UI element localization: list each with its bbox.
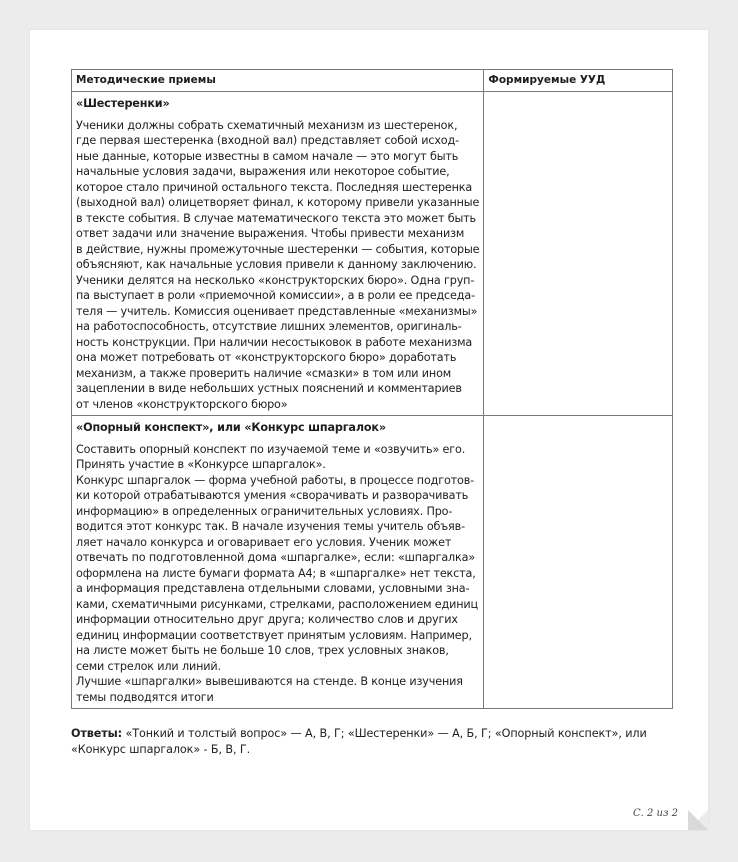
method-text-line: ответ задачи или значение выражения. Чтобы привести механизм <box>76 227 465 240</box>
method-text-line: в действие, нужны промежуточные шестеренки — события, которые <box>76 242 480 256</box>
method-text-line: зацеплении в виде небольших устных пояснений и комментариев <box>76 382 462 395</box>
method-text-line: а информация представлена отдельными словами, условными зна- <box>76 582 470 595</box>
answers-paragraph <box>71 726 675 758</box>
method-text-line: (выходной вал) олицетворяет финал, к которому привели указанные <box>76 196 480 209</box>
method-text-line: она может потребовать от «конструкторского бюро» доработать <box>76 351 457 364</box>
page-number: С. 2 из 2 <box>633 808 678 819</box>
method-text-line: ки которой отрабатываются умения «сворачивать и разворачивать <box>76 489 469 502</box>
method-text-line: Ученики делятся на несколько «конструкторских бюро». Одна груп- <box>76 273 475 287</box>
method-text-line: ляет начало конкурса и оговаривает его условия. Ученик может <box>76 535 452 549</box>
method-text-line: отвечать по подготовленной дома «шпаргалке», если: «шпаргалка» <box>76 551 476 564</box>
table-header-row <box>72 70 673 92</box>
methods-table <box>71 69 673 709</box>
uud-cell <box>484 92 673 416</box>
uud-cell <box>484 416 673 709</box>
method-description <box>76 118 479 413</box>
method-text-line: Принять участие в «Конкурсе шпаргалок». <box>76 458 326 471</box>
method-text-line: на листе может быть не больше 10 слов, трех условных знаков, <box>76 644 449 657</box>
method-text-line: теля — учитель. Комиссия оценивает представленные «механизмы» <box>76 304 478 318</box>
method-text-line: на работоспособность, отсутствие лишних элементов, оригиналь- <box>76 320 462 333</box>
method-text-line: которое стало причиной остального текста. Последняя шестеренка <box>76 180 473 194</box>
method-text-line: единиц информации соответствует принятым условиям. Например, <box>76 628 472 642</box>
method-text-line: Составить опорный конспект по изучаемой теме и «озвучить» его. <box>76 442 466 456</box>
method-cell-gears <box>72 92 484 416</box>
method-text-line: ность конструкции. При наличии несостыковок в работе механизма <box>76 335 473 349</box>
method-text-line: водится этот конкурс так. В начале изучения темы учитель объяв- <box>76 520 465 533</box>
method-text-line: темы подводятся итоги <box>76 690 214 704</box>
method-title: «Опорный конспект», или «Конкурс шпаргалок» <box>76 421 386 434</box>
method-text-line: информацию» в определенных ограничительных условиях. Про- <box>76 504 453 518</box>
page-corner-fold <box>688 810 708 830</box>
table-row <box>72 92 673 416</box>
method-text-line: ные данные, которые известны в самом начале — это могут быть <box>76 149 459 163</box>
method-text-line: Лучшие «шпаргалки» вывешиваются на стенде. В конце изучения <box>76 675 463 688</box>
method-text-line: начальные условия задачи, выражения или некоторое событие, <box>76 165 450 178</box>
method-text-line: Конкурс шпаргалок — форма учебной работы, в процессе подготов- <box>76 473 475 487</box>
method-description <box>76 442 479 706</box>
method-cell-cheatsheet <box>72 416 484 709</box>
method-text-line: семи стрелок или линий. <box>76 659 221 673</box>
method-text-line: па выступает в роли «приемочной комиссии», а в роли ее председа- <box>76 289 475 302</box>
method-text-line: в тексте события. В случае математического текста это может быть <box>76 211 476 225</box>
method-text-line: объясняют, как начальные условия привели к данному заключению. <box>76 258 477 271</box>
method-text-line: информации относительно друг друга; количество слов и других <box>76 613 458 626</box>
method-text-line: от членов «конструкторского бюро» <box>76 397 288 411</box>
answers-label: Ответы: <box>71 727 123 740</box>
table-row <box>72 416 673 709</box>
header-uud: Формируемые УУД <box>484 70 673 92</box>
method-text-line: ками, схематичными рисунками, стрелками, расположением единиц <box>76 597 478 611</box>
method-text-line: механизм, а также проверить наличие «смазки» в том или ином <box>76 366 452 380</box>
method-text-line: Ученики должны собрать схематичный механизм из шестеренок, <box>76 118 458 132</box>
answers-text: «Тонкий и толстый вопрос» — А, В, Г; «Шестеренки» — А, Б, Г; «Опорный конспект», или «Конкурс шпаргалок» - Б, В, Г. <box>71 727 647 756</box>
method-title: «Шестеренки» <box>76 97 170 110</box>
document-page <box>30 30 708 830</box>
method-text-line: оформлена на листе бумаги формата А4; в «шпаргалке» нет текста, <box>76 566 476 580</box>
header-methods: Методические приемы <box>72 70 484 92</box>
method-text-line: где первая шестеренка (входной вал) представляет собой исход- <box>76 134 459 147</box>
